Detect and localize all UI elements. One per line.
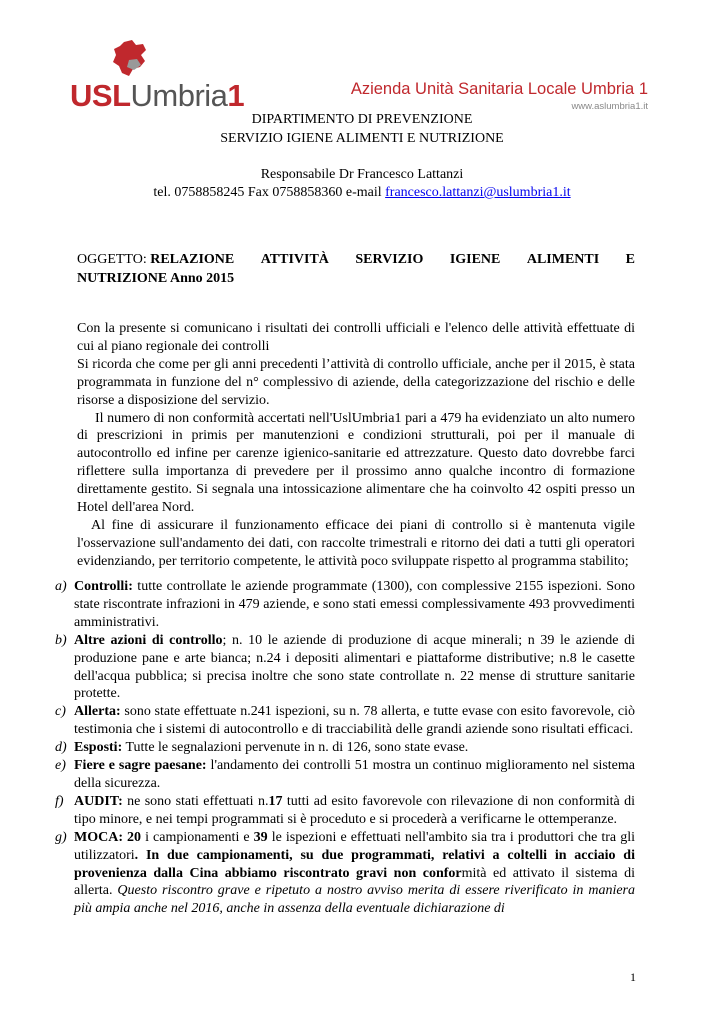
subject-block bbox=[77, 250, 635, 288]
item-title: Controlli: bbox=[74, 579, 133, 594]
item-title: Altre azioni di controllo bbox=[74, 632, 223, 648]
agency-header bbox=[351, 80, 648, 112]
report-body bbox=[77, 320, 635, 571]
item-label: b) bbox=[55, 632, 67, 648]
item-title: Allerta: bbox=[74, 704, 121, 720]
item-label: f) bbox=[55, 793, 64, 809]
list-item bbox=[55, 703, 635, 739]
list-item bbox=[55, 757, 635, 793]
list-item bbox=[55, 578, 635, 632]
item-label: g) bbox=[55, 829, 67, 845]
responsible-line: Responsabile Dr Francesco Lattanzi bbox=[260, 167, 464, 182]
logo-one: 1 bbox=[227, 78, 245, 113]
item-text: tutte controllate le aziende programmate (1300), con complessive 2155 ispezioni. Sono state riscontrate infrazioni in 479 aziende, e sono stati emessi complessivamente 493 provvedimenti amministrativi. bbox=[74, 579, 635, 630]
subject-line-2: NUTRIZIONE Anno 2015 bbox=[77, 271, 235, 286]
service-title: SERVIZIO IGIENE ALIMENTI E NUTRIZIONE bbox=[220, 131, 504, 146]
item-label: a) bbox=[55, 579, 67, 594]
logo-wordmark bbox=[70, 78, 244, 114]
item-text: ; n. 10 le aziende di produzione di acque minerali; n 39 le aziende di produzione pane e arte bianca; n.24 i depositi alimentari e piattaforme distributive; n.8 le casette dell'acqua pubblica; si precisa inoltre che sono state controllate n. 22 mense di strutture sanitarie protette. bbox=[74, 632, 635, 702]
list-item: f) AUDIT: ne sono stati effettuati n.17 tutti ad esito favorevole con rilevazione di non conformità di tipo minore, e nei tempi programmati si è proceduto e si procederà a verificarne le ottemperanze. bbox=[55, 793, 635, 827]
page-number: 1 bbox=[630, 970, 636, 984]
subject-word: E bbox=[625, 252, 635, 267]
item-label: c) bbox=[55, 704, 66, 720]
item-title: AUDIT: bbox=[74, 793, 123, 809]
item-text: l'andamento dei controlli 51 mostra un continuo miglioramento nel sistema della sicurezza. bbox=[74, 758, 636, 791]
item-title: Fiere e sagre paesane: bbox=[74, 758, 207, 774]
item-title: Esposti: bbox=[74, 740, 123, 756]
email-link[interactable]: francesco.lattanzi@uslumbria1.it bbox=[385, 185, 571, 200]
subject-word: IGIENE bbox=[449, 252, 501, 267]
phone-fax-text: tel. 0758858245 Fax 0758858360 e-mail bbox=[153, 185, 386, 200]
item-text: sono state effettuate n.241 ispezioni, su n. 78 allerta, e tutte evase con esito favorevole, ciò testimonia che i sistemi di autocontrollo e di tracciabilità delle grandi aziende sono risultati efficaci. bbox=[74, 704, 635, 738]
item-label: e) bbox=[55, 758, 66, 774]
list-item bbox=[55, 632, 635, 704]
list-item bbox=[55, 739, 635, 757]
department-title: DIPARTIMENTO DI PREVENZIONE bbox=[251, 112, 473, 127]
paragraph: Il numero di non conformità accertati nell'UslUmbria1 pari a 479 ha evidenziato un alto numero di prescrizioni in primis per manutenzioni e condizioni strutturali, poi per il manuale di autocontrollo ed infine per carenze igienico-sanitarie ed attrezzature. Questo dato dovrebbe farci riflettere sulla importanza di prevedere per il prossimo anno qualche incontro di formazione direttamente gestito. Si segnala una intossicazione alimentare che ha coinvolto 42 ospiti presso un Hotel dell'area Nord. bbox=[77, 410, 635, 516]
umbria-region-map-icon bbox=[110, 40, 152, 78]
paragraph: Al fine di assicurare il funzionamento efficace dei piani di controllo si è mantenuta vigile l'osservazione sull'andamento dei dati, con raccolte trimestrali e ritorno dei dati a tutti gli operatori evidenziando, per territorio competente, le attività poco sviluppate rispetto al programma stabilito; bbox=[77, 517, 635, 569]
item-title: MOCA: 20 bbox=[74, 829, 142, 845]
paragraph: Si ricorda che come per gli anni precedenti l’attività di controllo ufficiale, anche per il 2015, è stata programmata in funzione del n° complessivo di aziende, della categorizzazione del rischio e delle risorse a disposizione del servizio. bbox=[77, 356, 635, 408]
paragraph: Con la presente si comunicano i risultati dei controlli ufficiali e l'elenco delle attività effettuate di cui al piano regionale dei controlli bbox=[77, 321, 635, 354]
logo-umbria: Umbria bbox=[130, 78, 228, 113]
activity-list bbox=[55, 578, 635, 918]
contact-line bbox=[0, 184, 724, 202]
logo-usl: USL bbox=[70, 78, 131, 113]
subject-word: ATTIVITÀ bbox=[260, 252, 329, 267]
item-label: d) bbox=[55, 740, 67, 756]
item-text: Tutte le segnalazioni pervenute in n. di 126, sono state evase. bbox=[122, 740, 469, 756]
agency-name: Azienda Unità Sanitaria Locale Umbria 1 bbox=[350, 80, 648, 98]
agency-url[interactable]: www.aslumbria1.it bbox=[571, 101, 648, 112]
subject-word: ALIMENTI bbox=[526, 252, 600, 267]
list-item: g) MOCA: 20 i campionamenti e 39 le ispezioni e effettuati nell'ambito sia tra i produttori che tra gli utilizzatori. In due campionamenti, su due programmati, relativi a coltelli in acciaio di provenienza dalla Cina abbiamo riscontrato gravi non conformità ed attivato il sistema di allerta. Questo riscontro grave e ripetuto a nostro avviso merita di essere riverificato in maniera più ampia anche nel 2016, anche in assenza della eventuale dichiarazione di bbox=[55, 829, 636, 917]
usl-umbria-logo bbox=[70, 40, 245, 115]
subject-label: OGGETTO: RELAZIONE bbox=[77, 252, 235, 267]
subject-word: SERVIZIO bbox=[355, 252, 424, 267]
